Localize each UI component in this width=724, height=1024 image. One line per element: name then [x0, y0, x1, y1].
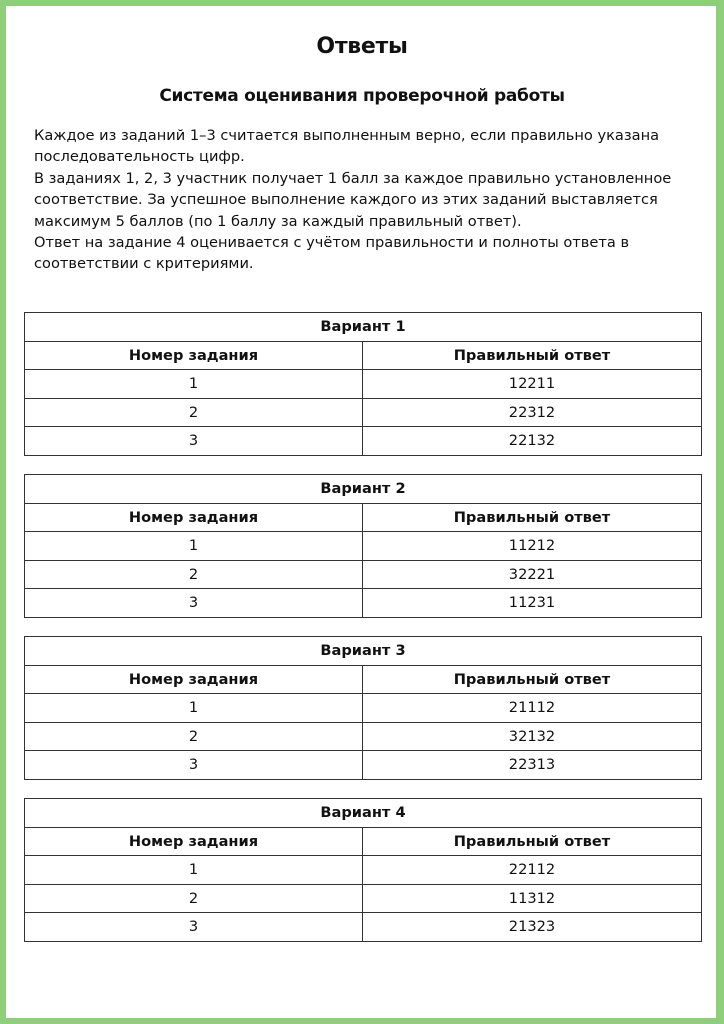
page-subtitle: Система оценивания проверочной работы [159, 86, 565, 106]
column-header-correct-answer: Правильный ответ [363, 665, 702, 694]
task-number-cell: 1 [25, 694, 363, 723]
variant-table-3 [24, 636, 702, 780]
column-header-task-number: Номер задания [25, 827, 363, 856]
table-row [25, 884, 702, 913]
variant-title: Вариант 4 [25, 799, 702, 828]
answer-cell: 22312 [363, 398, 702, 427]
task-number-cell: 3 [25, 751, 363, 780]
task-number-cell: 3 [25, 913, 363, 942]
answer-cell: 32132 [363, 722, 702, 751]
page-title: Ответы [316, 34, 408, 59]
answer-cell: 11212 [363, 532, 702, 561]
variant-title: Вариант 3 [25, 637, 702, 666]
variant-table-1 [24, 312, 702, 456]
table-row [25, 370, 702, 399]
intro-paragraph: Каждое из заданий 1–3 считается выполненным верно, если правильно указана последовательность цифр. [34, 127, 660, 166]
answer-cell: 21112 [363, 694, 702, 723]
table-row [25, 722, 702, 751]
table-row [25, 694, 702, 723]
table-row [25, 398, 702, 427]
intro-paragraph: В заданиях 1, 2, 3 участник получает 1 балл за каждое правильно установленное соответствие. За успешное выполнение каждого из этих заданий выставляется максимум 5 баллов (по 1 баллу за каждый правильный ответ). [34, 169, 672, 230]
task-number-cell: 2 [25, 398, 363, 427]
column-header-correct-answer: Правильный ответ [363, 341, 702, 370]
table-row [25, 427, 702, 456]
variant-title: Вариант 1 [25, 313, 702, 342]
task-number-cell: 1 [25, 532, 363, 561]
column-header-task-number: Номер задания [25, 503, 363, 532]
task-number-cell: 1 [25, 856, 363, 885]
answer-cell: 21323 [363, 913, 702, 942]
variant-table-2 [24, 474, 702, 618]
task-number-cell: 3 [25, 589, 363, 618]
column-header-correct-answer: Правильный ответ [363, 827, 702, 856]
answer-cell: 32221 [363, 560, 702, 589]
answer-cell: 22313 [363, 751, 702, 780]
task-number-cell: 2 [25, 722, 363, 751]
column-header-correct-answer: Правильный ответ [363, 503, 702, 532]
variant-title: Вариант 2 [25, 475, 702, 504]
answer-cell: 22132 [363, 427, 702, 456]
answer-cell: 22112 [363, 856, 702, 885]
task-number-cell: 2 [25, 560, 363, 589]
table-row [25, 913, 702, 942]
table-row [25, 751, 702, 780]
answer-cell: 11231 [363, 589, 702, 618]
intro-paragraph: Ответ на задание 4 оценивается с учётом правильности и полноты ответа в соответствии с критериями. [34, 234, 630, 273]
table-row [25, 532, 702, 561]
task-number-cell: 2 [25, 884, 363, 913]
answer-cell: 11312 [363, 884, 702, 913]
variant-table-4 [24, 798, 702, 942]
table-row [25, 856, 702, 885]
table-row [25, 589, 702, 618]
column-header-task-number: Номер задания [25, 341, 363, 370]
task-number-cell: 3 [25, 427, 363, 456]
column-header-task-number: Номер задания [25, 665, 363, 694]
answer-cell: 12211 [363, 370, 702, 399]
task-number-cell: 1 [25, 370, 363, 399]
grading-description [34, 125, 694, 275]
table-row [25, 560, 702, 589]
